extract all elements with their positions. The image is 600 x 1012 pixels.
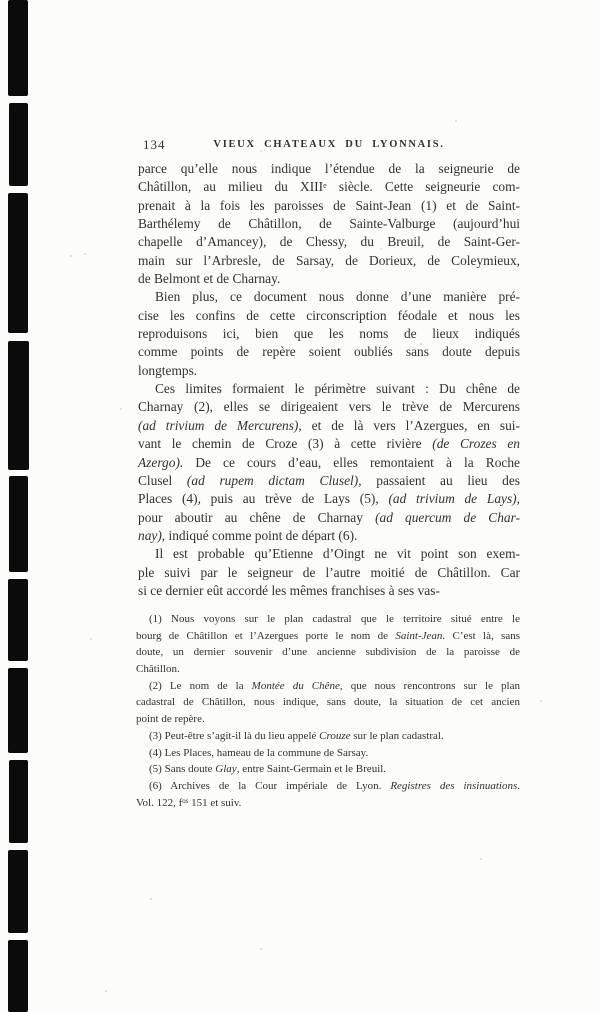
text-segment: Vol. 122, f bbox=[136, 796, 183, 809]
text-segment: cadastral de Châtillon, nous indique, sans doute, la situation de cet ancien bbox=[136, 696, 520, 709]
text-segment: pour aboutir au chêne de Charnay bbox=[138, 509, 376, 525]
body-paragraph bbox=[138, 545, 520, 600]
text-segment: (3) Peut-être s’agit-il là du lieu appelé bbox=[149, 729, 320, 742]
text-segment: si ce dernier eût accordé les mêmes franchises à ses vas- bbox=[138, 582, 440, 598]
footnote bbox=[136, 611, 520, 678]
scan-gutter-segment bbox=[9, 476, 28, 572]
scan-gutter-segment bbox=[8, 850, 28, 933]
text-segment: (1) Nous voyons sur le plan cadastral que le territoire situé entre le bbox=[149, 613, 520, 625]
text-line bbox=[138, 545, 520, 563]
text-line bbox=[138, 233, 520, 251]
text-segment: Barthélemy de Châtillon, de Sainte-Valburge (aujourd’hui bbox=[138, 216, 520, 232]
scan-gutter-segment bbox=[8, 0, 28, 96]
text-segment: (2) Le nom de la bbox=[149, 679, 252, 692]
text-segment: Charnay (2), elles se dirigeaient vers le trève de Mercurens bbox=[138, 399, 520, 415]
italic-segment: Azergo). bbox=[138, 454, 184, 470]
scan-gutter-segment bbox=[8, 579, 28, 661]
footnote bbox=[136, 678, 520, 728]
text-line bbox=[138, 454, 520, 472]
text-line bbox=[136, 761, 520, 778]
text-line bbox=[136, 661, 520, 678]
scan-gutter-segment bbox=[8, 940, 28, 1012]
italic-segment: Registres des insinuations bbox=[390, 779, 518, 792]
body-text bbox=[138, 160, 520, 600]
page-number: 134 bbox=[143, 137, 166, 152]
scan-speckles bbox=[70, 255, 72, 257]
text-segment: (6) Archives de la Cour impériale de Lyon. bbox=[149, 779, 391, 792]
page-header bbox=[138, 136, 520, 154]
text-segment: , indiqué comme point de départ (6). bbox=[161, 527, 358, 543]
text-line bbox=[138, 380, 520, 398]
footnote bbox=[136, 745, 520, 762]
text-line bbox=[138, 178, 520, 196]
scan-gutter-segment bbox=[8, 193, 28, 333]
footnotes bbox=[136, 611, 520, 811]
text-line bbox=[136, 778, 520, 795]
text-line bbox=[136, 611, 520, 628]
body-paragraph bbox=[138, 288, 520, 380]
text-line bbox=[138, 435, 520, 453]
scan-gutter-segment bbox=[8, 341, 29, 470]
text-segment: , passaient au lieu des bbox=[358, 472, 521, 488]
text-line bbox=[138, 472, 520, 490]
text-segment: , que nous rencontrons sur le plan bbox=[339, 679, 520, 692]
text-segment: (5) Sans doute bbox=[149, 763, 216, 776]
text-segment: longtemps. bbox=[138, 362, 198, 378]
text-segment: De ce cours d’eau, elles remontaient à la Roche bbox=[183, 454, 520, 470]
italic-segment: (ad quercum de Char- bbox=[375, 509, 520, 525]
text-segment: vant le chemin de Croze (3) à cette rivière bbox=[138, 436, 433, 452]
text-segment: Ces limites formaient le périmètre suivant : Du chêne de bbox=[155, 381, 520, 397]
italic-segment: Saint-Jean bbox=[395, 629, 443, 642]
text-line bbox=[136, 694, 520, 711]
text-segment: comme points de repère soient oubliés sans doute depuis bbox=[138, 344, 520, 360]
text-segment: Bien plus, ce document nous donne d’une manière pré- bbox=[155, 289, 520, 305]
text-segment: Clusel bbox=[138, 472, 187, 488]
text-segment: , bbox=[516, 491, 520, 507]
text-line bbox=[136, 711, 520, 728]
text-segment: 151 et suiv. bbox=[188, 796, 242, 809]
italic-segment: (ad trivium de Lays) bbox=[388, 491, 517, 507]
body-paragraph bbox=[138, 380, 520, 545]
text-segment: siècle. Cette seigneurie com- bbox=[326, 179, 520, 195]
text-segment: reproduisons ici, bien que les noms de lieux indiqués bbox=[138, 326, 520, 342]
text-segment: , entre Saint-Germain et le Breuil. bbox=[236, 763, 387, 776]
text-segment: cise les confins de cette circonscription féodale et nous les bbox=[138, 307, 520, 323]
text-line bbox=[136, 745, 520, 762]
text-segment: Châtillon, au milieu du XIII bbox=[138, 179, 324, 195]
text-line bbox=[138, 582, 520, 600]
italic-segment: (de Crozes en bbox=[432, 436, 520, 452]
body-paragraph bbox=[138, 160, 520, 288]
text-segment: doute, un dernier souvenir d’une ancienne subdivision de la paroisse de bbox=[136, 646, 520, 659]
text-line bbox=[138, 252, 520, 270]
text-line bbox=[138, 197, 520, 215]
italic-segment: (ad rupem dictam Clusel) bbox=[186, 472, 359, 488]
footnote bbox=[136, 728, 520, 745]
superscript-segment: os bbox=[182, 797, 189, 805]
text-segment: chapelle d’Amancey), de Chessy, du Breuil, de Saint-Ger- bbox=[138, 234, 520, 250]
text-line bbox=[138, 527, 520, 545]
text-line bbox=[138, 490, 520, 508]
text-segment: . bbox=[517, 779, 521, 792]
text-segment: Places (4), puis au trève de Lays (5), bbox=[138, 491, 389, 507]
italic-segment: Crouze bbox=[319, 729, 351, 742]
running-title: VIEUX CHATEAUX DU LYONNAIS. bbox=[213, 139, 445, 150]
italic-segment: Montée du Chêne bbox=[251, 679, 340, 692]
text-segment: Il est probable qu’Etienne d’Oingt ne vit point son exem- bbox=[155, 546, 520, 562]
text-segment: Châtillon. bbox=[136, 663, 180, 676]
text-segment: sur le plan cadastral. bbox=[350, 729, 444, 742]
italic-segment: Glay bbox=[215, 763, 237, 776]
footnote bbox=[136, 778, 520, 811]
text-line bbox=[136, 795, 520, 812]
text-line bbox=[138, 325, 520, 343]
text-line bbox=[138, 215, 520, 233]
text-line bbox=[136, 644, 520, 661]
text-line bbox=[136, 728, 520, 745]
text-line bbox=[138, 398, 520, 416]
text-line bbox=[138, 417, 520, 435]
scan-gutter-segment bbox=[8, 668, 28, 753]
text-segment: ple suivi par le seigneur de l’autre moitié de Châtillon. Car bbox=[138, 564, 520, 580]
text-line bbox=[136, 678, 520, 695]
text-line bbox=[138, 509, 520, 527]
text-segment: prenait à la fois les paroisses de Saint-Jean (1) et de Saint- bbox=[138, 197, 520, 213]
text-line bbox=[138, 343, 520, 361]
text-segment: parce qu’elle nous indique l’étendue de la seigneurie de bbox=[138, 161, 520, 176]
text-segment: , et de là vers l’Azergues, en sui- bbox=[298, 417, 520, 433]
text-line bbox=[138, 288, 520, 306]
superscript-segment: e bbox=[323, 180, 327, 190]
text-line bbox=[138, 160, 520, 178]
italic-segment: nay) bbox=[138, 527, 162, 543]
text-segment: point de repère. bbox=[136, 713, 205, 726]
text-segment: main sur l’Arbresle, de Sarsay, de Dorieux, de Coleymieux, bbox=[138, 252, 520, 268]
text-line bbox=[138, 362, 520, 380]
footnote bbox=[136, 761, 520, 778]
text-segment: (4) Les Places, hameau de la commune de Sarsay. bbox=[149, 746, 369, 759]
text-segment: de Belmont et de Charnay. bbox=[138, 271, 281, 287]
scan-gutter-segment bbox=[9, 760, 28, 843]
text-line bbox=[138, 307, 520, 325]
text-segment: bourg de Châtillon et l’Azergues porte le nom de bbox=[136, 629, 396, 642]
italic-segment: (ad trivium de Mercurens) bbox=[138, 417, 299, 433]
text-line bbox=[138, 564, 520, 582]
scan-gutter-segment bbox=[9, 103, 28, 186]
text-segment: . C’est là, sans bbox=[442, 629, 520, 642]
text-line bbox=[136, 628, 520, 645]
text-line bbox=[138, 270, 520, 288]
